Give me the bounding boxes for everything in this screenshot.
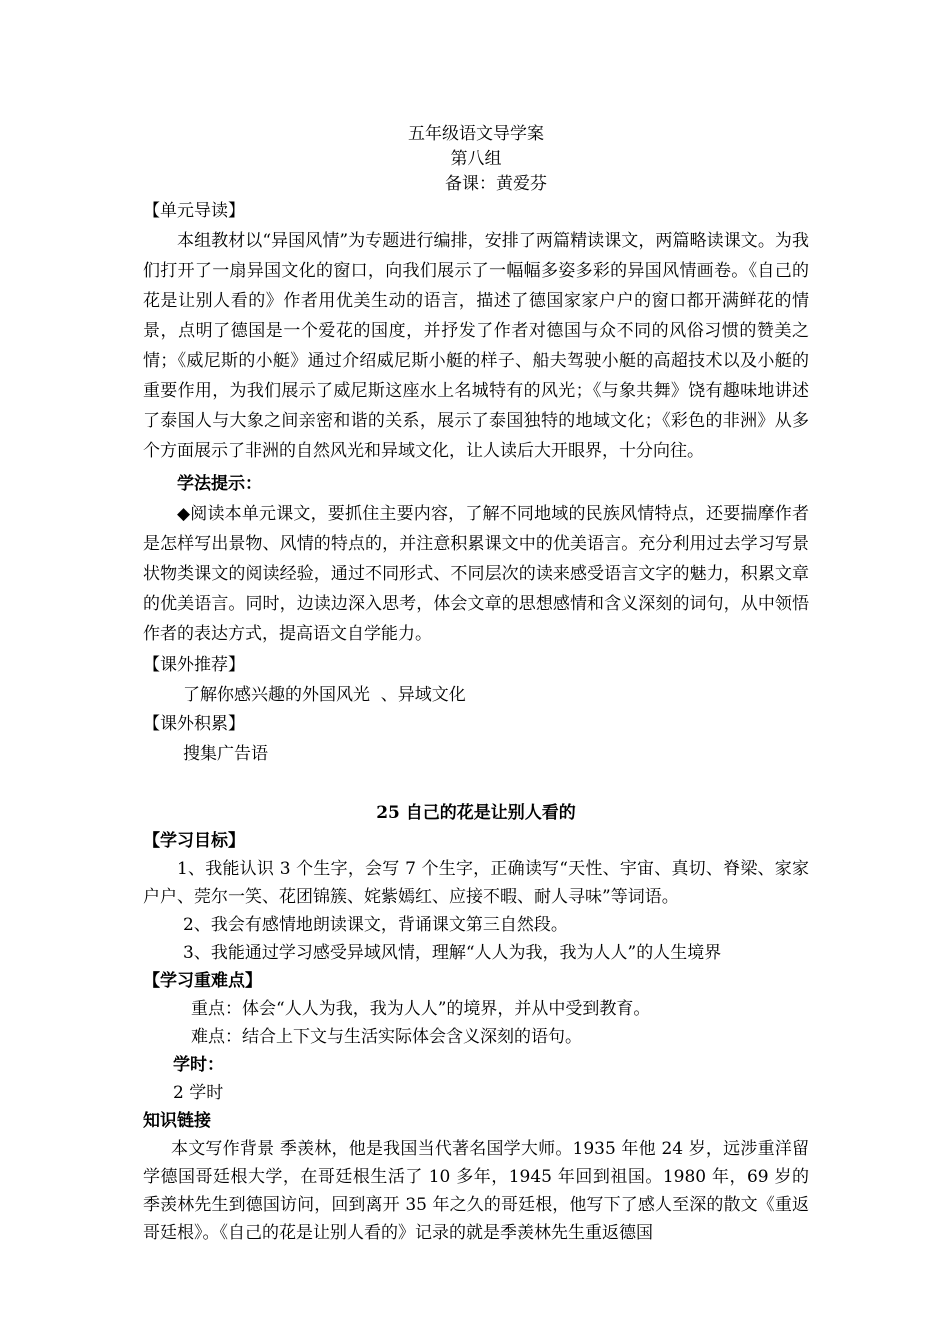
key-points-heading: 【学习重难点】 <box>143 971 262 991</box>
section-gap <box>143 769 809 799</box>
unit-intro-heading: 【单元导读】 <box>143 201 245 221</box>
key-point: 重点：体会“人人为我，我为人人”的境界，并从中受到教育。 <box>191 999 651 1019</box>
difficult-point: 难点：结合上下文与生活实际体会含义深刻的语句。 <box>191 1027 582 1047</box>
document-content <box>143 122 809 1247</box>
extra-reco-text: 了解你感兴趣的外国风光 、异域文化 <box>183 685 466 705</box>
extra-accum-heading: 【课外积累】 <box>143 714 245 734</box>
hours-value: 2 学时 <box>173 1083 224 1103</box>
doc-author: 备课：黄爱芬 <box>445 174 547 194</box>
extra-accum-text: 搜集广告语 <box>183 744 268 764</box>
doc-title: 五年级语文导学案 <box>408 124 544 144</box>
goal-item-2: 2、我会有感情地朗读课文，背诵课文第三自然段。 <box>183 915 568 935</box>
method-text: ◆阅读本单元课文，要抓住主要内容，了解不同地域的民族风情特点，还要揣摩作者是怎样写出景物、风情的特点的，并注意积累课文中的优美语言。充分利用过去学习写景状物类课文的阅读经验，通过不同形式、不同层次的读来感受语言文字的魅力，积累文章的优美语言。同时，边读边深入思考，体会文章的思想感情和含义深刻的词句，从中领悟作者的表达方式，提高语文自学能力。 <box>143 504 809 644</box>
goal-item-1: 1、我能认识 3 个生字，会写 7 个生字，正确读写“天性、宇宙、真切、脊梁、家家户户、莞尔一笑、花团锦簇、姹紫嫣红、应接不暇、耐人寻味”等词语。 <box>143 859 809 907</box>
goals-heading: 【学习目标】 <box>143 831 245 851</box>
lesson-title: 25 自己的花是让别人看的 <box>376 803 576 823</box>
knowledge-link-text: 本文写作背景 季羡林，他是我国当代著名国学大师。1935 年他 24 岁，远涉重洋留学德国哥廷根大学，在哥廷根生活了 10 多年，1945 年回到祖国。1980 年，69 岁的季羡林先生到德国访问，回到离开 35 年之久的哥廷根，他写下了感人至深的散文《重返哥廷根》。《自己的花是让别人看的》记录的就是季羡林先生重返德国 <box>143 1139 809 1243</box>
unit-intro-text: 本组教材以“异国风情”为专题进行编排，安排了两篇精读课文，两篇略读课文。为我们打开了一扇异国文化的窗口，向我们展示了一幅幅多姿多彩的异国风情画卷。《自己的花是让别人看的》作者用优美生动的语言，描述了德国家家户户的窗口都开满鲜花的情景，点明了德国是一个爱花的国度，并抒发了作者对德国与众不同的风俗习惯的赞美之情；《威尼斯的小艇》通过介绍威尼斯小艇的样子、船夫驾驶小艇的高超技术以及小艇的重要作用，为我们展示了威尼斯这座水上名城特有的风光；《与象共舞》饶有趣味地讲述了泰国人与大象之间亲密和谐的关系，展示了泰国独特的地域文化；《彩色的非洲》从多个方面展示了非洲的自然风光和异域文化，让人读后大开眼界，十分向往。 <box>143 231 809 461</box>
doc-group: 第八组 <box>450 149 502 169</box>
knowledge-link-heading: 知识链接 <box>143 1111 211 1131</box>
hours-heading: 学时： <box>173 1055 224 1075</box>
method-heading: 学法提示： <box>177 474 262 494</box>
extra-reco-heading: 【课外推荐】 <box>143 655 245 675</box>
goal-item-3: 3、我能通过学习感受异域风情，理解“人人为我，我为人人”的人生境界 <box>183 943 722 963</box>
